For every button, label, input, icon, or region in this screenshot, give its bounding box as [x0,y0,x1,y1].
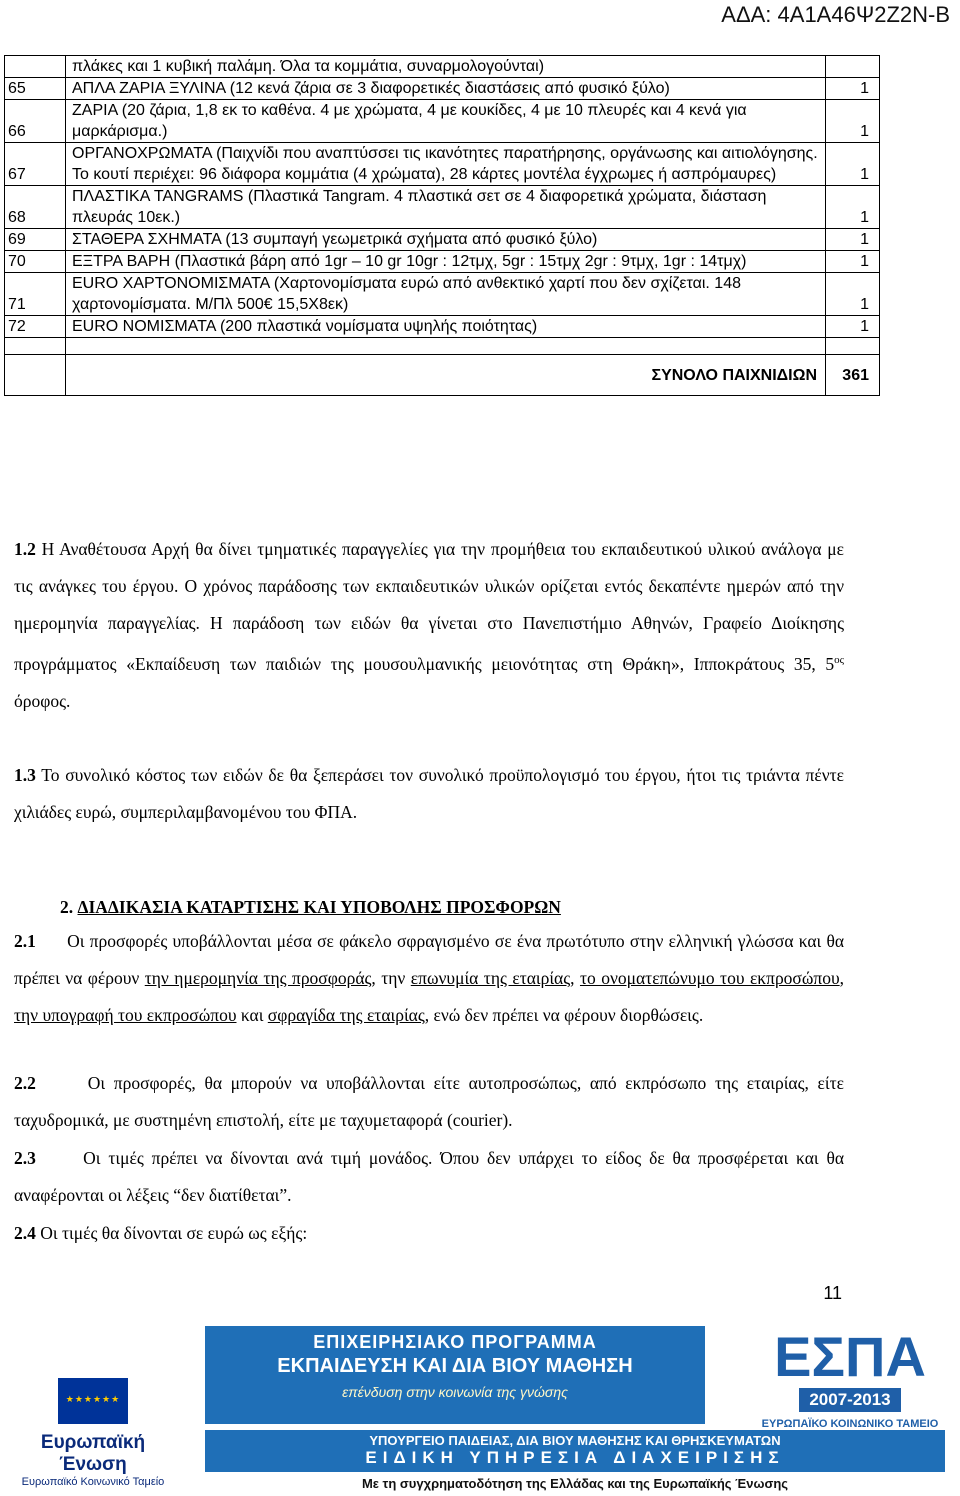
cell-num: 67 [5,143,66,186]
table-row [5,186,880,229]
table-row [5,56,880,78]
paragraph-2-3 [14,1140,844,1214]
paragraph-text: , [570,968,575,988]
underlined-term: την ημερομηνία της προσφοράς [144,968,372,988]
paragraph-number: 2.2 [14,1073,36,1093]
espa-years: 2007-2013 [799,1388,900,1412]
paragraph-number: 2.4 [14,1223,36,1243]
paragraph-2-1 [14,923,844,1034]
ada-code: ΑΔΑ: 4Α1Α46Ψ2Ζ2Ν-Β [721,2,950,27]
managing-authority: ΕΙΔΙΚΗ ΥΠΗΡΕΣΙΑ ΔΙΑΧΕΙΡΙΣΗΣ [365,1448,785,1467]
paragraph-text: Οι προσφορές, θα μπορούν να υποβάλλονται είτε αυτοπροσώπως, από εκπρόσωπο της εταιρίας, είτε ταχυδρομικά, με συστημένη επιστολή, είτε με ταχυμεταφορά (courier). [14,1073,844,1130]
table-row [5,229,880,251]
cell-qty: 1 [826,100,880,143]
espa-fund: ΕΥΡΩΠΑΪΚΟ ΚΟΙΝΩΝΙΚΟ ΤΑΜΕΙΟ [761,1418,939,1430]
section-number: 2. [60,897,74,917]
program-slogan: επένδυση στην κοινωνία της γνώσης [342,1384,568,1400]
items-table [4,55,880,396]
cell-desc: ΖΑΡΙΑ (20 ζάρια, 1,8 εκ το καθένα. 4 με χρώματα, 4 με κουκίδες, 4 με 10 πλευρές και 4 κενά για μαρκάρισμα.) [66,100,826,143]
eu-name: Ευρωπαϊκή Ένωση [40,1432,146,1475]
paragraph-text: Το συνολικό κόστος των ειδών δε θα ξεπεράσει τον συνολικό προϋπολογισμό του έργου, ήτοι τις τριάντα πέντε χιλιάδες ευρώ, συμπεριλαμβανομένου του ΦΠΑ. [14,765,844,822]
table-row [5,78,880,100]
table-total-row [5,355,880,396]
cell-desc: EURO ΧΑΡΤΟΝΟΜΙΣΜΑΤΑ (Χαρτονομίσματα ευρώ από ανθεκτικό χαρτί που δεν σχίζεται. 148 χαρτονομίσματα. Μ/Πλ 500€ 15,5Χ8εκ) [66,273,826,316]
ministry-box [205,1430,945,1472]
paragraph-number: 1.3 [14,765,36,785]
cell-num: 71 [5,273,66,316]
section-heading [60,889,840,926]
program-line-1: ΕΠΙΧΕΙΡΗΣΙΑΚΟ ΠΡΟΓΡΑΜΜΑ [313,1332,597,1352]
cell-num: 65 [5,78,66,100]
eu-fund: Ευρωπαϊκό Κοινωνικό Ταμείο [21,1476,165,1488]
ministry-name: ΥΠΟΥΡΓΕΙΟ ΠΑΙΔΕΙΑΣ, ΔΙΑ ΒΙΟΥ ΜΑΘΗΣΗΣ ΚΑΙ ΘΡΗΣΚΕΥΜΑΤΩΝ [369,1433,781,1448]
program-banner [0,1318,960,1496]
cell-qty [826,56,880,78]
cell-desc: ΣΤΑΘΕΡΑ ΣΧΗΜΑΤΑ (13 συμπαγή γεωμετρικά σχήματα από φυσικό ξύλο) [66,229,826,251]
underlined-term: την υπογραφή του εκπροσώπου [14,1005,237,1025]
cell-num: 70 [5,251,66,273]
paragraph-text: Οι τιμές θα δίνονται σε ευρώ ως εξής: [40,1223,308,1243]
cell-desc: πλάκες και 1 κυβική παλάμη. Όλα τα κομμάτια, συναρμολογούνται) [66,56,826,78]
espa-word: ΕΣΠΑ [774,1325,926,1388]
cell-qty: 1 [826,78,880,100]
paragraph-text: , την [371,968,406,988]
paragraph-1-3 [14,757,844,831]
table-row [5,143,880,186]
table-row [5,251,880,273]
paragraph-text: και [240,1005,264,1025]
paragraph-text: , [839,968,845,988]
paragraph-1-2 [14,531,844,720]
paragraph-text: Η Αναθέτουσα Αρχή θα δίνει τμηματικές παραγγελίες για την προμήθεια του εκπαιδευτικού υλικού ανάλογα με τις ανάγκες του έργου. Ο χρόνος παράδοσης των εκπαιδευτικών υλικών ορίζεται εντός δεκαπέντε ημερών από την ημερομηνία παραγγελίας. Η παράδοση των ειδών θα γίνεται στο Πανεπιστήμιο Αθηνών, Γραφείο Διοίκησης προγράμματος «Εκπαίδευση των παιδιών της μουσουλμανικής μειονότητας στη Θράκη», Ιπποκράτους 35, 5 [14,539,844,674]
eu-flag-icon: ★★★★★★ [58,1378,128,1424]
cell-num: 69 [5,229,66,251]
section-title: ΔΙΑΔΙΚΑΣΙΑ ΚΑΤΑΡΤΙΣΗΣ ΚΑΙ ΥΠΟΒΟΛΗΣ ΠΡΟΣΦΟΡΩΝ [77,897,561,917]
paragraph-2-4 [14,1215,844,1252]
cell-desc: EURO ΝΟΜΙΣΜΑΤΑ (200 πλαστικά νομίσματα υψηλής ποιότητας) [66,316,826,338]
table-row [5,273,880,316]
cofunding-note: Με τη συγχρηματοδότηση της Ελλάδας και της Ευρωπαϊκής Ένωσης [361,1476,789,1491]
table-empty-row [5,338,880,355]
cell-num: 66 [5,100,66,143]
paragraph-text: , ενώ δεν πρέπει να φέρουν διορθώσεις. [424,1005,704,1025]
cell-qty: 1 [826,316,880,338]
cell-qty: 1 [826,251,880,273]
paragraph-text: Οι προσφορές υποβάλλονται μέσα σε φάκελο σφραγισμένο σε ένα πρωτότυπο στην ελληνική γλώσσα και θα πρέπει να φέρουν [14,931,845,988]
program-title-box [205,1326,705,1424]
cell-desc: ΕΞΤΡΑ ΒΑΡΗ (Πλαστικά βάρη από 1gr – 10 gr 10gr : 12τμχ, 5gr : 15τμχ 2gr : 9τμχ, 1gr : 14τμχ) [66,251,826,273]
paragraph-tail: όροφος. [14,690,71,711]
paragraph-text: Οι τιμές πρέπει να δίνονται ανά τιμή μονάδος. Όπου δεν υπάρχει το είδος δε θα προσφέρεται και θα αναφέρονται οι λέξεις “δεν διατίθεται”. [14,1148,845,1205]
cell-qty: 1 [826,229,880,251]
paragraph-number: 2.1 [14,931,36,951]
cell-desc: ΑΠΛΑ ΖΑΡΙΑ ΞΥΛΙΝΑ (12 κενά ζάρια σε 3 διαφορετικές διαστάσεις από φυσικό ξύλο) [66,78,826,100]
superscript: ος [834,654,844,666]
cell-num: 68 [5,186,66,229]
paragraph-number: 2.3 [14,1148,36,1168]
cell-qty: 1 [826,143,880,186]
total-label: ΣΥΝΟΛΟ ΠΑΙΧΝΙΔΙΩΝ [66,355,826,396]
total-value: 361 [826,355,880,396]
paragraph-number: 1.2 [14,539,36,559]
underlined-term: το ονοματεπώνυμο του εκπροσώπου [579,968,840,988]
program-line-2: ΕΚΠΑΙΔΕΥΣΗ ΚΑΙ ΔΙΑ ΒΙΟΥ ΜΑΘΗΣΗ [277,1355,633,1377]
cell-desc: ΟΡΓΑΝΟΧΡΩΜΑΤΑ (Παιχνίδι που αναπτύσσει τις ικανότητες παρατήρησης, οργάνωσης και αιτιολόγησης. Το κουτί περιέχει: 96 διάφορα κομμάτια (4 χρώματα), 28 κάρτες μοντέλα έγχρωμες ή ασπρόμαυρες) [66,143,826,186]
page-number: 11 [823,1283,842,1303]
espa-logo [760,1325,940,1430]
eu-logo [18,1378,168,1488]
cell-qty: 1 [826,273,880,316]
cell-num [5,56,66,78]
cell-desc: ΠΛΑΣΤΙΚΑ TANGRAMS (Πλαστικά Tangram. 4 πλαστικά σετ σε 4 διαφορετικά χρώματα, διάσταση πλευράς 10εκ.) [66,186,826,229]
table-row [5,100,880,143]
table-row [5,316,880,338]
underlined-term: επωνυμία της εταιρίας [410,968,571,988]
cell-num: 72 [5,316,66,338]
underlined-term: σφραγίδα της εταιρίας [267,1005,425,1025]
paragraph-2-2 [14,1065,844,1139]
cell-qty: 1 [826,186,880,229]
